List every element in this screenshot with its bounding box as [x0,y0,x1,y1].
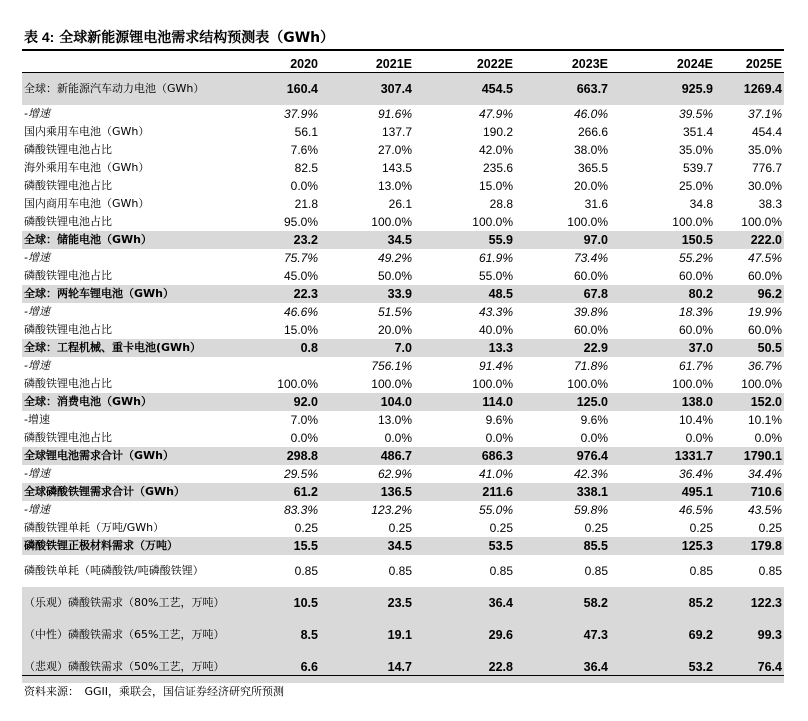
table-row [22,411,784,429]
table-cell: 10.5 [236,587,320,619]
table-cell: 80.2 [610,285,715,303]
table-cell: 29.5% [283,467,318,481]
table-cell: 23.5 [320,587,414,619]
table-row [22,141,784,159]
table-row [22,231,784,249]
table-cell: 143.5 [381,161,412,175]
table-cell: 0.0% [685,431,713,445]
table-cell: 7.0 [320,339,414,357]
table-cell: 40.0% [478,323,513,337]
table-cell: 686.3 [414,447,515,465]
table-cell: 47.5% [747,251,782,265]
row-label: 磷酸铁锂单耗（万吨/GWh） [24,521,165,534]
table-cell: 73.4% [573,251,608,265]
table-row [22,429,784,447]
table-cell: 62.9% [377,467,412,481]
table-cell: 49.2% [377,251,412,265]
table-row [22,123,784,141]
row-label: 全球磷酸铁锂需求合计（GWh） [22,483,236,501]
table-cell: 365.5 [577,161,608,175]
table-cell: 53.2 [610,651,715,683]
table-cell: 539.7 [682,161,713,175]
table-cell: 1269.4 [715,73,784,106]
table-cell: 100.0% [472,377,513,391]
table-cell: 83.3% [283,503,318,517]
table-cell: 47.9% [478,107,513,121]
row-label: 磷酸铁单耗（吨磷酸铁/吨磷酸铁锂） [24,564,204,577]
table-row [22,501,784,519]
table-cell: 46.5% [678,503,713,517]
table-cell: 29.6 [414,619,515,651]
table-cell: 20.0% [573,179,608,193]
table-row [22,285,784,303]
column-header: 2020 [236,55,320,73]
table-cell: 56.1 [294,125,318,139]
row-label: 全球：两轮车锂电池（GWh） [22,285,236,303]
table-cell: 1331.7 [610,447,715,465]
table-cell: 38.0% [573,143,608,157]
table-cell: 13.0% [377,413,412,427]
table-cell: 76.4 [715,651,784,683]
row-label: -增速 [24,305,50,318]
table-cell: 26.1 [388,197,412,211]
table-cell: 91.4% [478,359,513,373]
table-cell: 13.3 [414,339,515,357]
table-cell: 35.0% [678,143,713,157]
table-cell: 22.3 [236,285,320,303]
table-cell: 15.5 [236,537,320,555]
table-cell: 85.5 [515,537,610,555]
table-cell: 100.0% [472,215,513,229]
row-label: （悲观）磷酸铁需求（50%工艺，万吨） [22,651,236,683]
table-cell: 0.85 [758,564,782,578]
table-cell: 55.0% [478,503,513,517]
table-cell: 104.0 [320,393,414,411]
table-cell: 307.4 [320,73,414,106]
table-cell: 36.4% [678,467,713,481]
table-cell: 0.85 [689,564,713,578]
table-cell: 0.0% [384,431,412,445]
table-title-text: 全球新能源锂电池需求结构预测表（GWh） [59,30,335,46]
row-label: 国内商用车电池（GWh） [24,197,150,210]
table-cell: 61.9% [478,251,513,265]
column-header [22,55,236,73]
table-cell: 7.0% [290,413,318,427]
row-label: -增速 [24,107,50,120]
row-label: -增速 [24,359,50,372]
table-cell: 211.6 [414,483,515,501]
table-cell: 28.8 [489,197,513,211]
table-cell: 100.0% [741,215,782,229]
table-row [22,303,784,321]
table-cell: 34.8 [689,197,713,211]
table-cell: 55.0% [478,269,513,283]
table-row [22,339,784,357]
column-header: 2021E [320,55,414,73]
table-row [22,447,784,465]
column-header: 2022E [414,55,515,73]
table-cell: 266.6 [577,125,608,139]
table-cell: 51.5% [377,305,412,319]
table-number: 表 4: [24,29,55,45]
table-row [22,537,784,555]
table-row [22,357,784,375]
table-row [22,519,784,537]
table-row [22,555,784,587]
table-title [24,27,334,47]
table-cell: 976.4 [515,447,610,465]
table-cell: 0.0% [754,431,782,445]
table-cell: 47.3 [515,619,610,651]
table-cell: 0.85 [388,564,412,578]
table-cell: 60.0% [747,323,782,337]
table-cell: 39.5% [678,107,713,121]
table-cell: 710.6 [715,483,784,501]
table-cell: 495.1 [610,483,715,501]
column-header: 2024E [610,55,715,73]
table-cell: 136.5 [320,483,414,501]
column-header: 2025E [715,55,784,73]
table-cell: 9.6% [485,413,513,427]
table-cell: 30.0% [747,179,782,193]
table-cell: 100.0% [567,215,608,229]
table-cell: 0.8 [236,339,320,357]
table-cell: 91.6% [377,107,412,121]
table-cell: 10.1% [747,413,782,427]
table-cell: 0.25 [758,521,782,535]
table-cell: 351.4 [682,125,713,139]
table-cell: 8.5 [236,619,320,651]
row-label: 全球：新能源汽车动力电池（GWh） [22,73,236,106]
table-cell: 125.3 [610,537,715,555]
row-label: -增速 [24,503,50,516]
row-label: 磷酸铁锂电池占比 [24,143,112,156]
table-cell: 43.3% [478,305,513,319]
table-cell: 42.3% [573,467,608,481]
table-row [22,73,784,106]
header-row [22,55,784,73]
row-label: -增速 [24,413,50,426]
table-cell: 1790.1 [715,447,784,465]
table-cell: 50.0% [377,269,412,283]
row-label: 磷酸铁锂电池占比 [24,269,112,282]
table-cell: 160.4 [236,73,320,106]
table-cell: 23.2 [236,231,320,249]
table-cell: 43.5% [747,503,782,517]
source-note: 资料来源： GGII，乘联会，国信证券经济研究所预测 [24,685,285,698]
table-cell: 55.2% [678,251,713,265]
table-cell: 31.6 [584,197,608,211]
table-cell: 60.0% [678,269,713,283]
table-cell: 97.0 [515,231,610,249]
bottom-rule [22,675,784,676]
table-cell: 53.5 [414,537,515,555]
table-cell: 60.0% [747,269,782,283]
table-cell: 152.0 [715,393,784,411]
table-cell: 100.0% [567,377,608,391]
table-cell: 20.0% [377,323,412,337]
table-cell: 100.0% [672,215,713,229]
table-cell: 756.1% [371,359,412,373]
table-cell: 19.1 [320,619,414,651]
table-cell: 42.0% [478,143,513,157]
table-cell: 25.0% [678,179,713,193]
table-row [22,105,784,123]
table-cell: 122.3 [715,587,784,619]
table-cell: 59.8% [573,503,608,517]
table-cell: 67.8 [515,285,610,303]
table-row [22,159,784,177]
table-cell: 34.5 [320,231,414,249]
table-cell: 58.2 [515,587,610,619]
table-cell: 96.2 [715,285,784,303]
table-cell: 46.6% [283,305,318,319]
table-cell: 41.0% [478,467,513,481]
row-label: 磷酸铁锂电池占比 [24,431,112,444]
table-cell: 37.0 [610,339,715,357]
row-label: 全球锂电池需求合计（GWh） [22,447,236,465]
table-cell: 0.25 [489,521,513,535]
table-cell: 13.0% [377,179,412,193]
table-cell: 454.4 [751,125,782,139]
table-cell: 21.8 [294,197,318,211]
top-rule [22,49,784,51]
table-row [22,213,784,231]
table-row [22,267,784,285]
table-cell: 34.4% [747,467,782,481]
table-row [22,393,784,411]
row-label: 全球：消费电池（GWh） [22,393,236,411]
row-label: 国内乘用车电池（GWh） [24,125,150,138]
table-cell: 100.0% [672,377,713,391]
table-cell: 100.0% [371,215,412,229]
table-cell: 18.3% [678,305,713,319]
table-cell: 82.5 [294,161,318,175]
table-cell: 222.0 [715,231,784,249]
table-row [22,375,784,393]
table-row [22,321,784,339]
table-cell: 0.85 [584,564,608,578]
table-cell: 60.0% [573,323,608,337]
table-cell: 0.0% [580,431,608,445]
table-cell: 69.2 [610,619,715,651]
table-cell: 190.2 [482,125,513,139]
table-row [22,177,784,195]
table-cell: 125.0 [515,393,610,411]
column-header: 2023E [515,55,610,73]
demand-table [22,55,784,683]
table-cell: 14.7 [320,651,414,683]
table-cell: 486.7 [320,447,414,465]
table-cell: 36.4 [414,587,515,619]
table-cell: 100.0% [277,377,318,391]
table-cell: 150.5 [610,231,715,249]
table-cell: 60.0% [678,323,713,337]
table-cell: 75.7% [283,251,318,265]
row-label: 磷酸铁锂电池占比 [24,377,112,390]
table-cell: 0.25 [689,521,713,535]
table-cell: 85.2 [610,587,715,619]
table-cell: 137.7 [381,125,412,139]
table-row [22,195,784,213]
table-cell: 454.5 [414,73,515,106]
row-label: 海外乘用车电池（GWh） [24,161,150,174]
table-cell: 6.6 [236,651,320,683]
table-row [22,587,784,619]
table-cell: 298.8 [236,447,320,465]
row-label: 全球：储能电池（GWh） [22,231,236,249]
table-cell: 0.25 [294,521,318,535]
table-row [22,465,784,483]
table-cell: 179.8 [715,537,784,555]
table-cell: 0.0% [290,179,318,193]
table-cell: 48.5 [414,285,515,303]
table-cell: 71.8% [573,359,608,373]
table-cell: 22.9 [515,339,610,357]
table-cell: 38.3 [758,197,782,211]
table-cell: 0.0% [485,431,513,445]
table-cell: 0.25 [388,521,412,535]
table-cell: 0.0% [290,431,318,445]
table-cell: 37.9% [283,107,318,121]
table-cell: 235.6 [482,161,513,175]
row-label: 全球：工程机械、重卡电池(GWh） [22,339,236,357]
table-cell: 35.0% [747,143,782,157]
row-label: -增速 [24,467,50,480]
table-cell: 15.0% [478,179,513,193]
row-label: 磷酸铁锂电池占比 [24,323,112,336]
table-cell: 39.8% [573,305,608,319]
table-cell: 7.6% [290,143,318,157]
table-cell: 37.1% [747,107,782,121]
table-cell: 138.0 [610,393,715,411]
table-cell: 46.0% [573,107,608,121]
table-cell: 663.7 [515,73,610,106]
table-cell: 338.1 [515,483,610,501]
row-label: 磷酸铁锂正极材料需求（万吨） [22,537,236,555]
table-cell: 0.85 [489,564,513,578]
table-cell: 19.9% [747,305,782,319]
table-cell: 100.0% [741,377,782,391]
table-cell: 100.0% [371,377,412,391]
row-label: （中性）磷酸铁需求（65%工艺，万吨） [22,619,236,651]
table-cell: 0.25 [584,521,608,535]
table-cell: 123.2% [371,503,412,517]
table-cell: 60.0% [573,269,608,283]
table-cell: 114.0 [414,393,515,411]
table-row [22,249,784,267]
table-cell: 61.7% [678,359,713,373]
table-cell: 61.2 [236,483,320,501]
table-cell: 55.9 [414,231,515,249]
row-label: 磷酸铁锂电池占比 [24,179,112,192]
table-cell [236,357,320,375]
table-cell: 15.0% [283,323,318,337]
table-cell: 45.0% [283,269,318,283]
table-row [22,483,784,501]
table-cell: 22.8 [414,651,515,683]
table-cell: 925.9 [610,73,715,106]
table-row [22,651,784,683]
table-cell: 99.3 [715,619,784,651]
table-cell: 0.85 [294,564,318,578]
table-cell: 34.5 [320,537,414,555]
table-cell: 10.4% [678,413,713,427]
table-cell: 92.0 [236,393,320,411]
table-cell: 36.7% [747,359,782,373]
row-label: -增速 [24,251,50,264]
table-cell: 776.7 [751,161,782,175]
table-cell: 95.0% [283,215,318,229]
table-cell: 33.9 [320,285,414,303]
row-label: 磷酸铁锂电池占比 [24,215,112,228]
table-cell: 9.6% [580,413,608,427]
table-cell: 36.4 [515,651,610,683]
row-label: （乐观）磷酸铁需求（80%工艺，万吨） [22,587,236,619]
table-cell: 27.0% [377,143,412,157]
table-cell: 50.5 [715,339,784,357]
table-row [22,619,784,651]
